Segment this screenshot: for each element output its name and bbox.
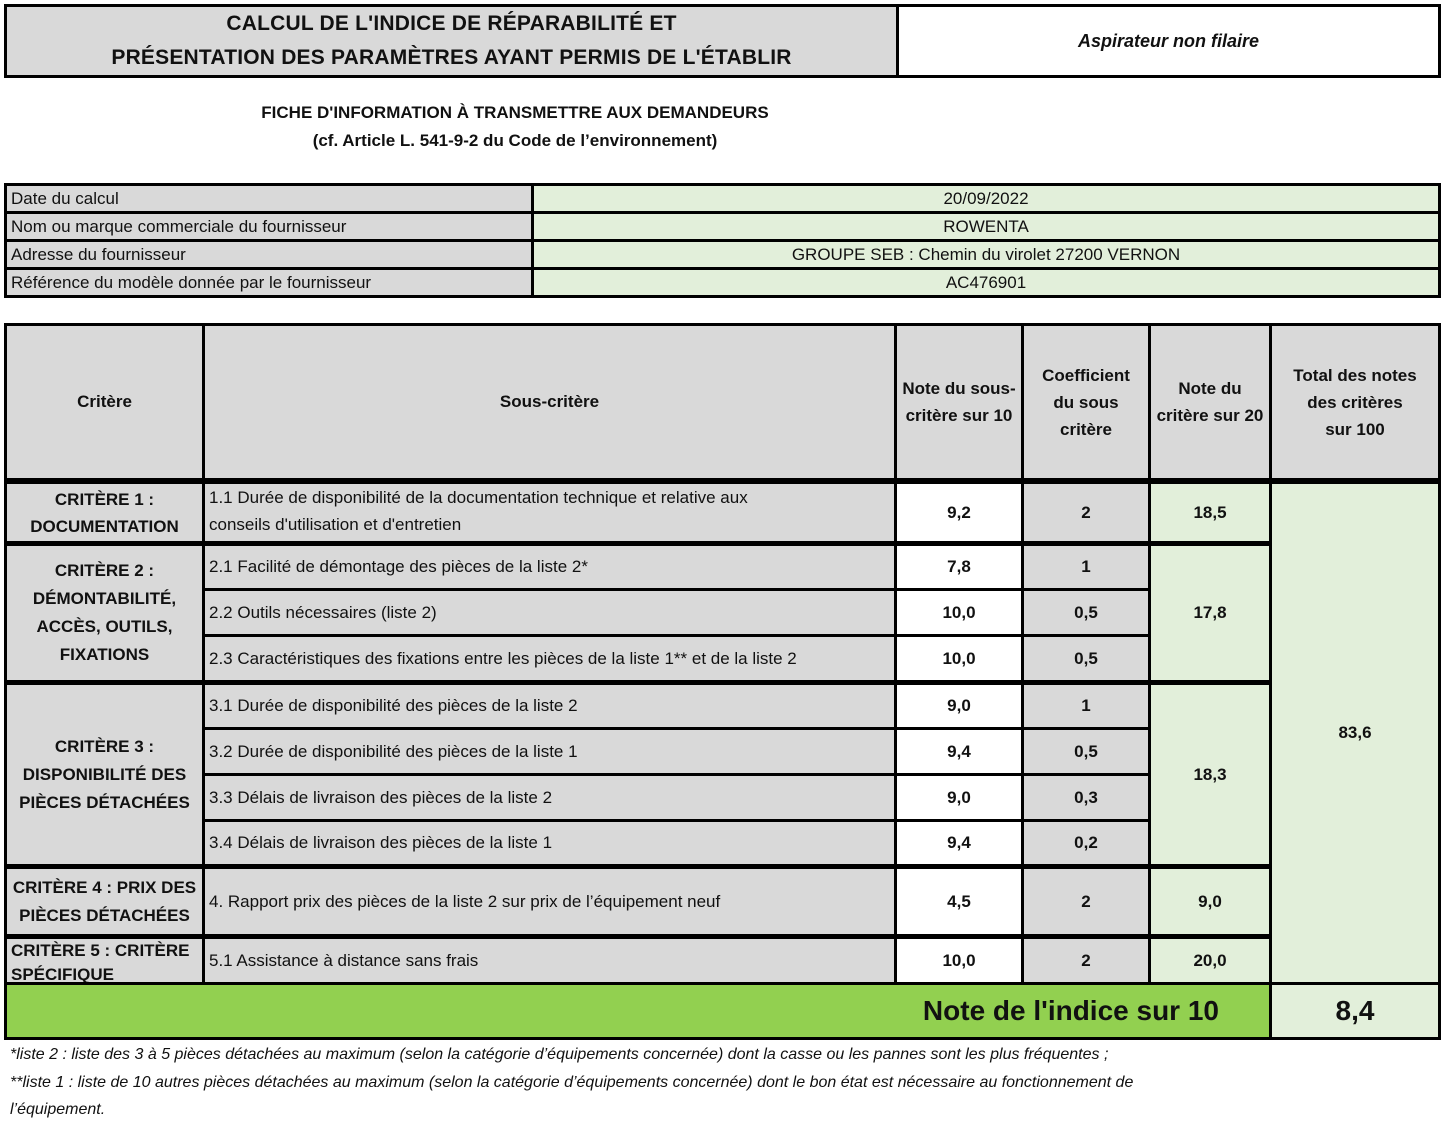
subcriterion-note: 9,2 — [897, 484, 1021, 541]
criterion-4-score: 9,0 — [1151, 869, 1269, 934]
col-header-note-sous-critere: Note du sous- critère sur 10 — [897, 326, 1021, 478]
subcriterion-note: 4,5 — [897, 869, 1021, 934]
subcriterion-note: 9,0 — [897, 776, 1021, 819]
subcriterion-coef: 0,3 — [1024, 776, 1148, 819]
criterion-3-name: CRITÈRE 3 : DISPONIBILITÉ DES PIÈCES DÉTACHÉES — [7, 685, 202, 864]
subcriterion-2-1-label: 2.1 Facilité de démontage des pièces de la liste 2* — [205, 546, 894, 588]
repairability-table — [4, 323, 1441, 1040]
supplier-info-table — [4, 183, 1441, 298]
total-score: 83,6 — [1272, 484, 1438, 982]
report-header — [4, 4, 1441, 78]
info-value: GROUPE SEB : Chemin du virolet 27200 VERNON — [534, 242, 1438, 267]
subcriterion-1-1-label: 1.1 Durée de disponibilité de la documentation technique et relative aux conseils d'utilisation et d'entretien — [205, 484, 894, 541]
index-value: 8,4 — [1272, 985, 1438, 1037]
subcriterion-note: 10,0 — [897, 637, 1021, 680]
title-line-1: CALCUL DE L'INDICE DE RÉPARABILITÉ ET — [226, 12, 677, 35]
criterion-2-name: CRITÈRE 2 : DÉMONTABILITÉ, ACCÈS, OUTILS, FIXATIONS — [7, 546, 202, 680]
criterion-3-score: 18,3 — [1151, 685, 1269, 864]
info-label: Nom ou marque commerciale du fournisseur — [7, 214, 531, 239]
info-label: Adresse du fournisseur — [7, 242, 531, 267]
subcriterion-coef: 0,5 — [1024, 591, 1148, 634]
col-header-sous-critere: Sous-critère — [205, 326, 894, 478]
subcriterion-coef: 0,2 — [1024, 822, 1148, 864]
subcriterion-3-1-label: 3.1 Durée de disponibilité des pièces de la liste 2 — [205, 685, 894, 727]
subcriterion-note: 10,0 — [897, 939, 1021, 982]
subcriterion-coef: 1 — [1024, 546, 1148, 588]
col-header-total: Total des notes des critères sur 100 — [1272, 326, 1438, 478]
criterion-5-name: CRITÈRE 5 : CRITÈRE SPÉCIFIQUE — [7, 939, 202, 982]
product-type: Aspirateur non filaire — [1077, 30, 1260, 51]
criterion-1-score: 18,5 — [1151, 484, 1269, 541]
title-line-2: PRÉSENTATION DES PARAMÈTRES AYANT PERMIS DE L'ÉTABLIR — [111, 46, 792, 69]
footnote-list-1-cont: l’équipement. — [10, 1101, 106, 1118]
col-header-coefficient: Coefficient du sous critère — [1024, 326, 1148, 478]
report-title — [7, 7, 899, 75]
info-value: 20/09/2022 — [534, 186, 1438, 211]
subcriterion-coef: 2 — [1024, 939, 1148, 982]
footnote-list-1: **liste 1 : liste de 10 autres pièces détachées au maximum (selon la catégorie d’équipements concernée) dont le bon état est nécessaire au fonctionnement de — [10, 1074, 1134, 1091]
subcriterion-3-2-label: 3.2 Durée de disponibilité des pièces de la liste 1 — [205, 730, 894, 773]
info-value: ROWENTA — [534, 214, 1438, 239]
subcriterion-2-2-label: 2.2 Outils nécessaires (liste 2) — [205, 591, 894, 634]
criterion-1-name: CRITÈRE 1 : DOCUMENTATION — [7, 484, 202, 541]
subcriterion-2-3-label: 2.3 Caractéristiques des fixations entre les pièces de la liste 1** et de la liste 2 — [205, 637, 894, 680]
subcriterion-3-3-label: 3.3 Délais de livraison des pièces de la liste 2 — [205, 776, 894, 819]
subcriterion-3-4-label: 3.4 Délais de livraison des pièces de la liste 1 — [205, 822, 894, 864]
subcriterion-note: 9,0 — [897, 685, 1021, 727]
subcriterion-coef: 2 — [1024, 484, 1148, 541]
subtitle-line-1: FICHE D'INFORMATION À TRANSMETTRE AUX DEMANDEURS — [261, 103, 769, 122]
criterion-4-name: CRITÈRE 4 : PRIX DES PIÈCES DÉTACHÉES — [7, 869, 202, 934]
footnote-list-2: *liste 2 : liste des 3 à 5 pièces détachées au maximum (selon la catégorie d’équipements concernée) dont la casse ou les pannes sont les plus fréquentes ; — [10, 1046, 1109, 1063]
subcriterion-coef: 0,5 — [1024, 637, 1148, 680]
criterion-5-score: 20,0 — [1151, 939, 1269, 982]
subcriterion-coef: 1 — [1024, 685, 1148, 727]
subtitle-line-2: (cf. Article L. 541-9-2 du Code de l’environnement) — [312, 131, 718, 150]
subcriterion-note: 7,8 — [897, 546, 1021, 588]
info-value: AC476901 — [534, 270, 1438, 295]
subcriterion-5-1-label: 5.1 Assistance à distance sans frais — [205, 939, 894, 982]
subcriterion-coef: 0,5 — [1024, 730, 1148, 773]
info-label: Référence du modèle donnée par le fournisseur — [7, 270, 531, 295]
index-label: Note de l'indice sur 10 — [7, 985, 1269, 1037]
subcriterion-note: 9,4 — [897, 822, 1021, 864]
subcriterion-note: 10,0 — [897, 591, 1021, 634]
col-header-critere: Critère — [7, 326, 202, 478]
subcriterion-coef: 2 — [1024, 869, 1148, 934]
col-header-note-critere: Note du critère sur 20 — [1151, 326, 1269, 478]
subcriterion-note: 9,4 — [897, 730, 1021, 773]
criterion-2-score: 17,8 — [1151, 546, 1269, 680]
info-label: Date du calcul — [7, 186, 531, 211]
subcriterion-4-label: 4. Rapport prix des pièces de la liste 2 sur prix de l’équipement neuf — [205, 869, 894, 934]
